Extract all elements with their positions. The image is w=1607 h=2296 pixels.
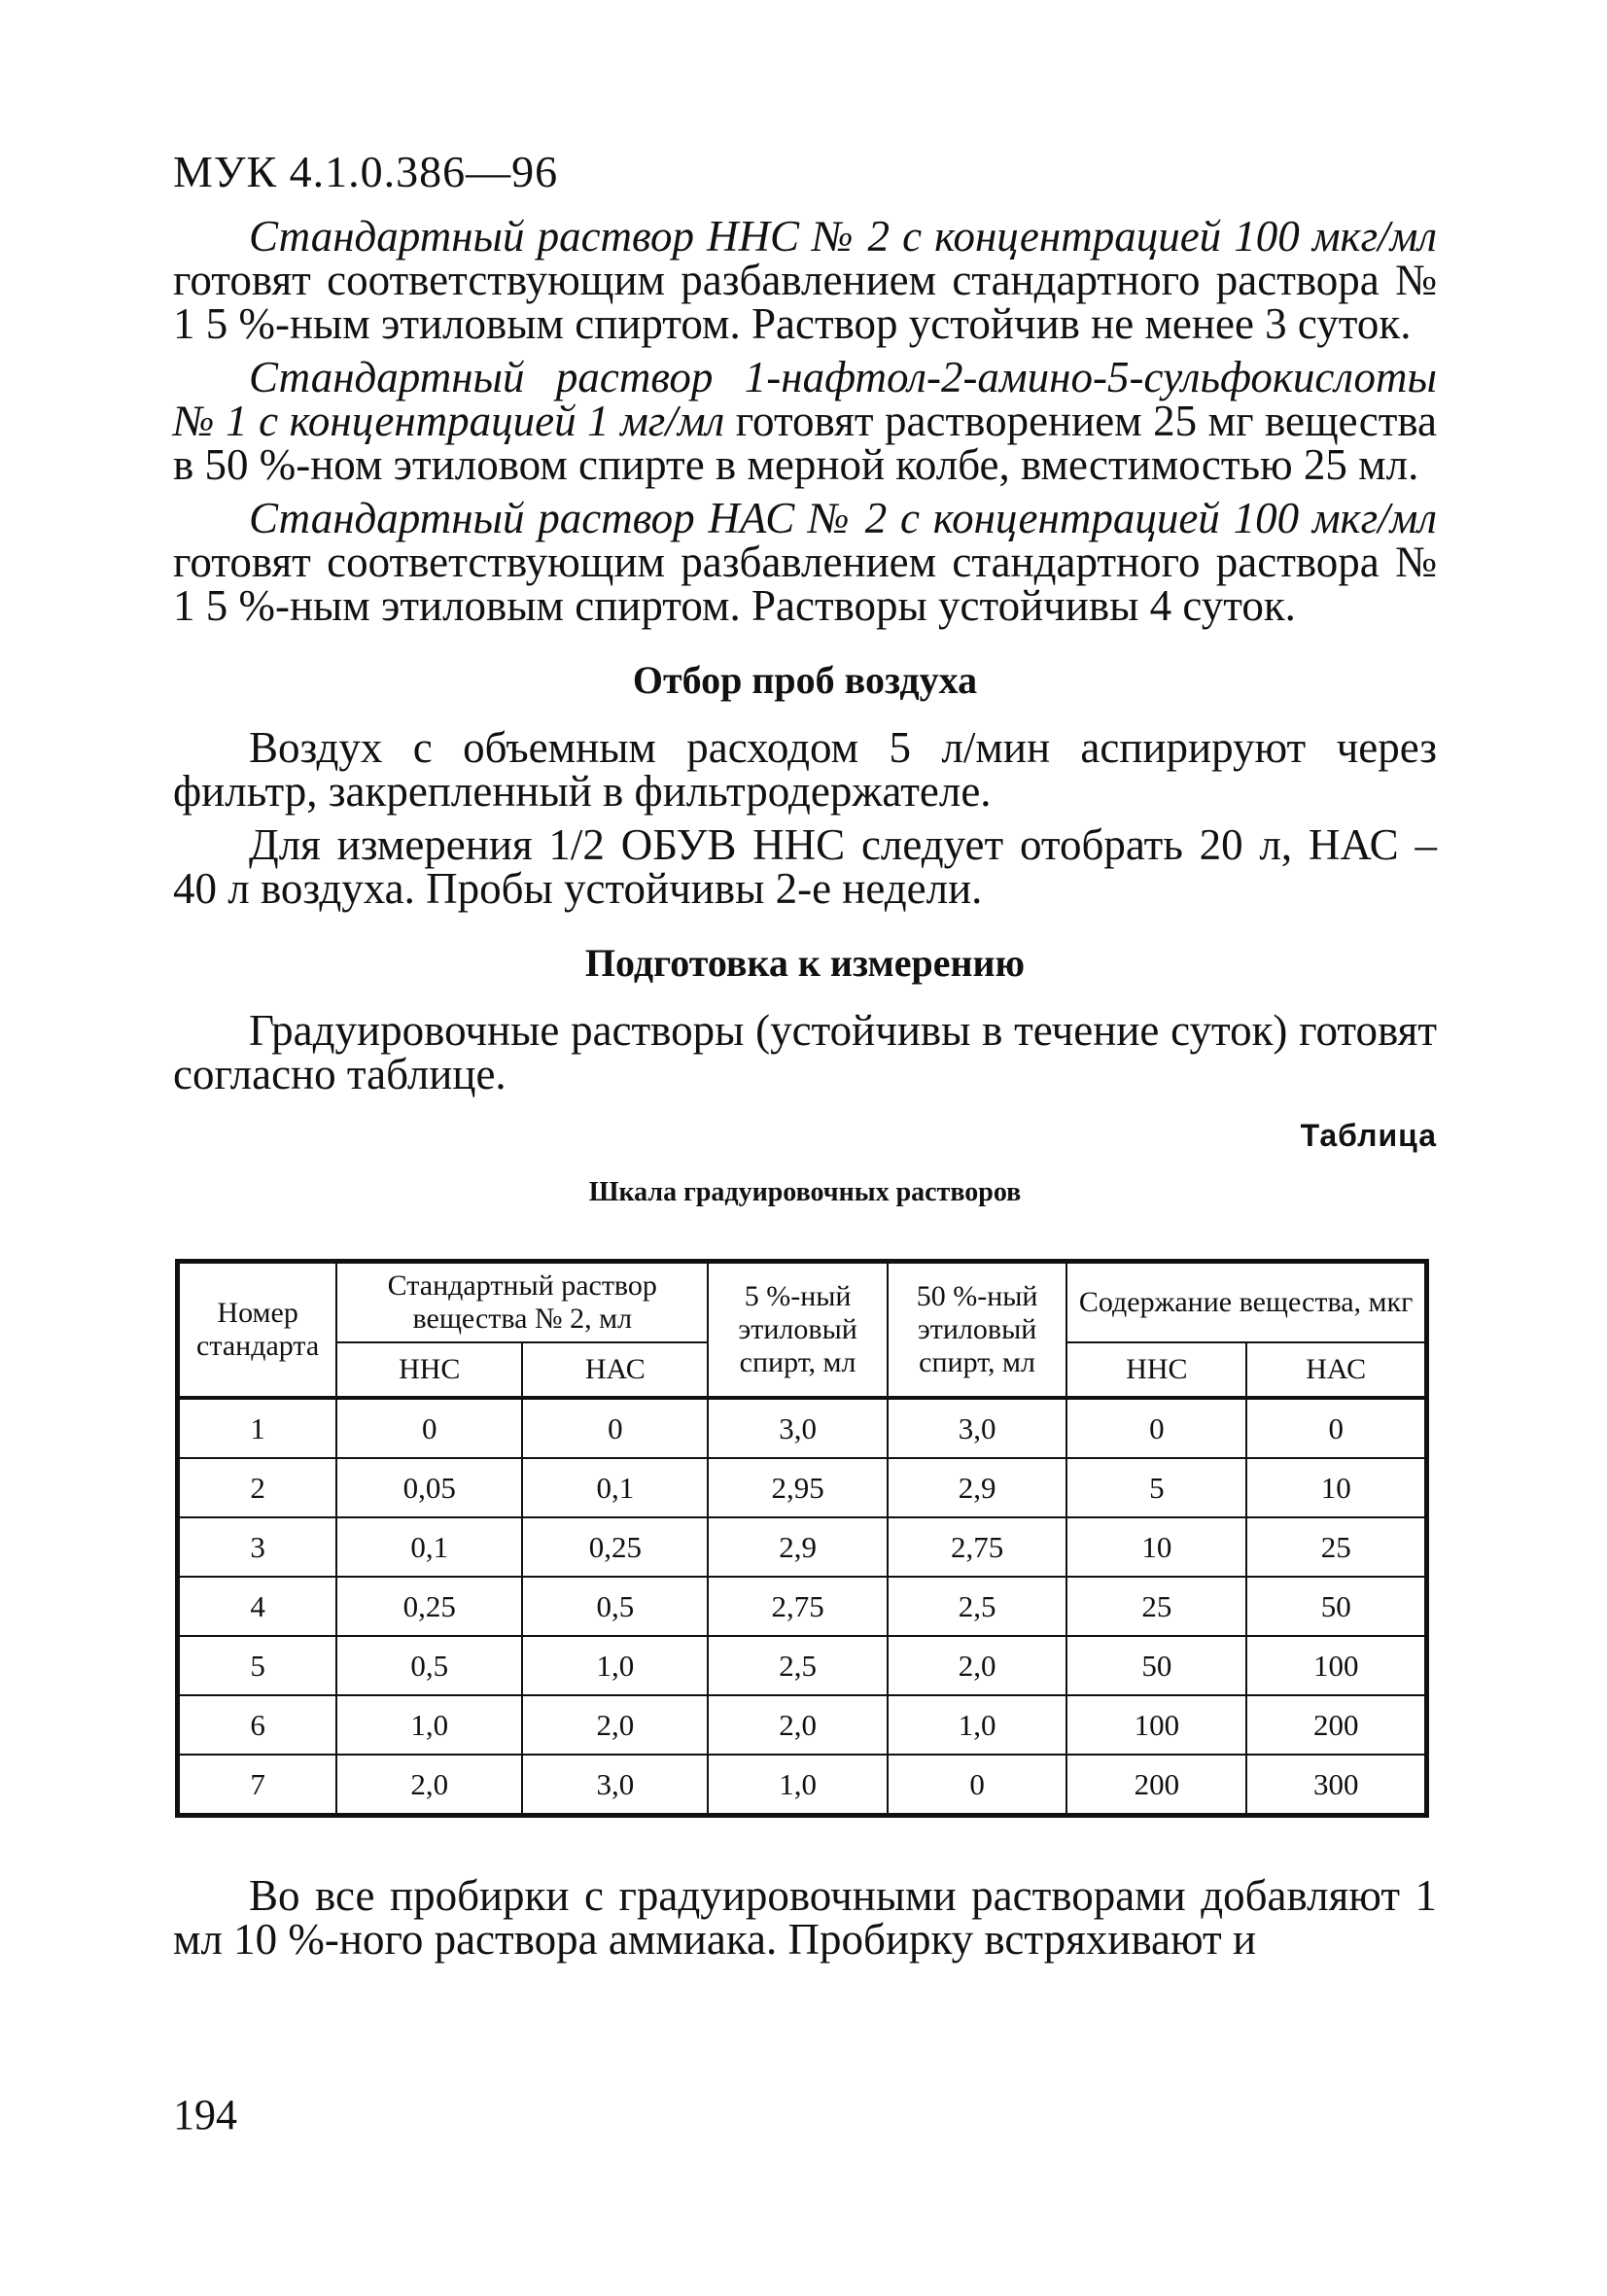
header-alcohol-50: 50 %-ный этиловый спирт, мл (888, 1262, 1067, 1399)
table-row (178, 1577, 1427, 1636)
cell-content-nns: 100 (1066, 1695, 1246, 1755)
header-standard-solution: Стандартный раствор вещества № 2, мл (336, 1262, 708, 1343)
cell-alcohol-5: 2,95 (708, 1458, 888, 1517)
table-row (178, 1755, 1427, 1816)
cell-alcohol-50: 3,0 (888, 1398, 1067, 1458)
cell-solution-nas: 2,0 (522, 1695, 708, 1755)
cell-alcohol-50: 2,75 (888, 1517, 1067, 1577)
cell-number: 3 (178, 1517, 337, 1577)
cell-content-nns: 50 (1066, 1636, 1246, 1695)
cell-alcohol-5: 3,0 (708, 1398, 888, 1458)
page-number: 194 (173, 2091, 237, 2139)
paragraph-nns-standard-text: готовят соответствующим разбавлением стандартного раствора № 1 5 %-ным этиловым спиртом. Раствор устойчив не менее 3 суток. (173, 256, 1437, 348)
paragraph-nas-standard-1 (173, 353, 1437, 489)
table-title: Шкала градуировочных растворов (588, 1177, 1022, 1207)
cell-alcohol-5: 2,75 (708, 1577, 888, 1636)
cell-content-nns: 25 (1066, 1577, 1246, 1636)
cell-alcohol-5: 2,5 (708, 1636, 888, 1695)
cell-number: 5 (178, 1636, 337, 1695)
cell-number: 1 (178, 1398, 337, 1458)
cell-solution-nas: 0 (522, 1398, 708, 1458)
cell-content-nas: 0 (1246, 1398, 1426, 1458)
header-substance-content: Содержание вещества, мкг (1066, 1262, 1426, 1343)
cell-solution-nns: 0,5 (336, 1636, 522, 1695)
cell-solution-nas: 0,5 (522, 1577, 708, 1636)
cell-content-nns: 5 (1066, 1458, 1246, 1517)
cell-content-nas: 200 (1246, 1695, 1426, 1755)
subheader-content-nns: ННС (1066, 1342, 1246, 1398)
cell-alcohol-5: 2,0 (708, 1695, 888, 1755)
cell-content-nas: 100 (1246, 1636, 1426, 1695)
cell-solution-nns: 0,05 (336, 1458, 522, 1517)
table-row (178, 1398, 1427, 1458)
paragraph-calibration-solutions: Градуировочные растворы (устойчивы в течение суток) готовят согласно таблице. (173, 1006, 1437, 1098)
paragraph-nns-standard-italic: Стандартный раствор ННС № 2 с концентрацией 100 мкг/мл (249, 212, 1437, 261)
cell-solution-nns: 0 (336, 1398, 522, 1458)
paragraph-nns-standard (173, 212, 1437, 348)
cell-solution-nns: 0,25 (336, 1577, 522, 1636)
cell-solution-nas: 0,1 (522, 1458, 708, 1517)
cell-number: 4 (178, 1577, 337, 1636)
cell-content-nas: 300 (1246, 1755, 1426, 1816)
paragraph-air-volume: Для измерения 1/2 ОБУВ ННС следует отобрать 20 л, НАС – 40 л воздуха. Пробы устойчивы 2-е недели. (173, 820, 1437, 913)
cell-number: 6 (178, 1695, 337, 1755)
table-row (178, 1636, 1427, 1695)
paragraph-air-flow: Воздух с объемным расходом 5 л/мин аспирируют через фильтр, закрепленный в фильтродержателе. (173, 723, 1437, 816)
table-label: Таблица (1300, 1118, 1437, 1153)
section-title-air-sampling: Отбор проб воздуха (632, 658, 978, 702)
cell-content-nns: 10 (1066, 1517, 1246, 1577)
cell-number: 2 (178, 1458, 337, 1517)
cell-alcohol-50: 2,0 (888, 1636, 1067, 1695)
cell-solution-nas: 1,0 (522, 1636, 708, 1695)
cell-content-nas: 50 (1246, 1577, 1426, 1636)
paragraph-ammonia: Во все пробирки с градуировочными растворами добавляют 1 мл 10 %-ного раствора аммиака. Пробирку встряхивают и (173, 1871, 1437, 1964)
paragraph-nas-standard-1-italic: Стандартный раствор 1-нафтол-2-амино-5-сульфокислоты № 1 с концентрацией 1 мг/мл (173, 353, 1437, 445)
cell-number: 7 (178, 1755, 337, 1816)
cell-content-nns: 200 (1066, 1755, 1246, 1816)
section-title-measurement-prep: Подготовка к измерению (584, 941, 1026, 985)
cell-solution-nas: 0,25 (522, 1517, 708, 1577)
cell-content-nns: 0 (1066, 1398, 1246, 1458)
cell-solution-nns: 2,0 (336, 1755, 522, 1816)
table-row (178, 1517, 1427, 1577)
cell-alcohol-50: 0 (888, 1755, 1067, 1816)
document-page (173, 146, 1437, 1971)
cell-alcohol-50: 2,5 (888, 1577, 1067, 1636)
cell-alcohol-5: 1,0 (708, 1755, 888, 1816)
paragraph-nas-standard-1-text: готовят растворением 25 мг вещества в 50 %-ном этиловом спирте в мерной колбе, вместимостью 25 мл. (173, 397, 1437, 489)
header-standard-number: Номер стандарта (178, 1262, 337, 1399)
document-code: МУК 4.1.0.386—96 (173, 147, 559, 196)
subheader-content-nas: НАС (1246, 1342, 1426, 1398)
cell-alcohol-50: 2,9 (888, 1458, 1067, 1517)
cell-solution-nns: 1,0 (336, 1695, 522, 1755)
table-row (178, 1458, 1427, 1517)
cell-solution-nns: 0,1 (336, 1517, 522, 1577)
cell-alcohol-50: 1,0 (888, 1695, 1067, 1755)
cell-content-nas: 25 (1246, 1517, 1426, 1577)
paragraph-nas-standard-2-text: готовят соответствующим разбавлением стандартного раствора № 1 5 %-ным этиловым спиртом. Растворы устойчивы 4 суток. (173, 538, 1437, 630)
cell-solution-nas: 3,0 (522, 1755, 708, 1816)
header-alcohol-5: 5 %-ный этиловый спирт, мл (708, 1262, 888, 1399)
subheader-solution-nns: ННС (336, 1342, 522, 1398)
paragraph-nas-standard-2-italic: Стандартный раствор НАС № 2 с концентрацией 100 мкг/мл (249, 494, 1437, 542)
paragraph-nas-standard-2 (173, 494, 1437, 630)
subheader-solution-nas: НАС (522, 1342, 708, 1398)
table-row (178, 1695, 1427, 1755)
calibration-table (175, 1259, 1429, 1818)
cell-alcohol-5: 2,9 (708, 1517, 888, 1577)
cell-content-nas: 10 (1246, 1458, 1426, 1517)
